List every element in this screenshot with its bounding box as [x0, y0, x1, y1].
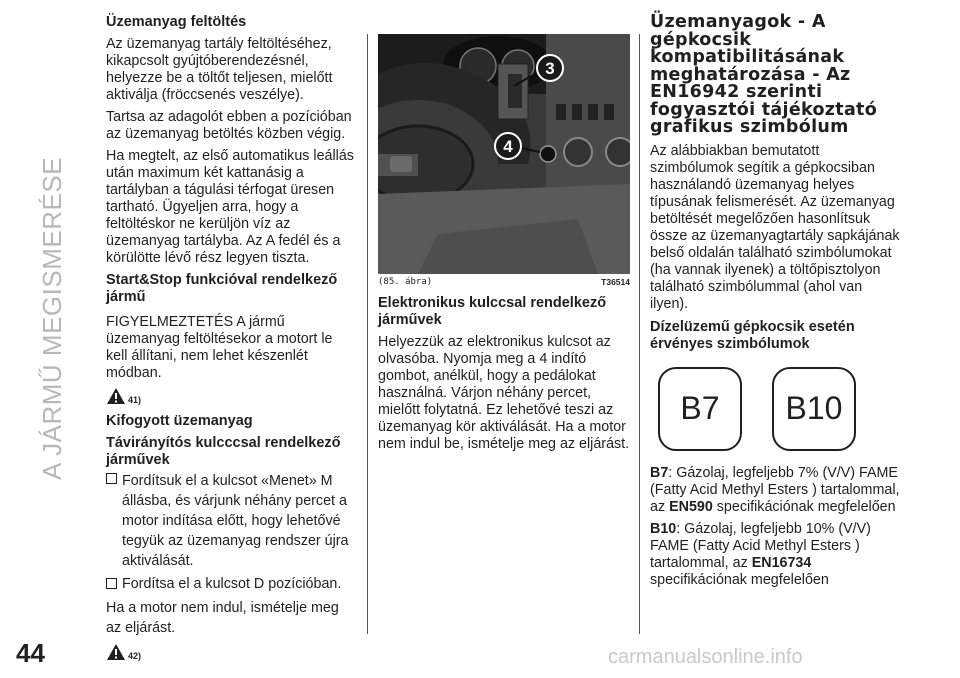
- fuel-symbol-b7: B7: [658, 367, 742, 451]
- dashboard-figure: [378, 34, 630, 274]
- heading-refuel: Üzemanyag feltöltés: [106, 14, 247, 30]
- heading-electronic-key: Elektronikus kulccsal rendelkező járművek: [378, 295, 607, 328]
- dashboard-illustration: [378, 34, 630, 274]
- column-right: [650, 14, 900, 594]
- fuel-symbol-b10: B10: [772, 367, 856, 451]
- figure-code: T36514: [601, 277, 630, 287]
- callout-4: 4: [503, 137, 513, 156]
- paragraph: Ha a motor nem indul, ismételje meg az eljárást.: [106, 600, 339, 636]
- heading-remote-key: Távirányítós kulcccsal rendelkező járművek: [106, 435, 341, 468]
- warning-reference: 42): [106, 643, 356, 661]
- paragraph: FIGYELMEZTETÉS A jármű üzemanyag feltöltésekor a motort le kell állítani, nem lehet készenlét módban.: [106, 314, 333, 381]
- b10-description: B10: Gázolaj, legfeljebb 10% (V/V) FAME (Fatty Acid Methyl Esters ) tartalommal, az EN16734 specifikációnak megfelelően: [650, 520, 871, 588]
- column-left: [106, 14, 356, 669]
- warning-triangle-icon: [106, 643, 126, 661]
- paragraph: Az üzemanyag tartály feltöltéséhez, kikapcsolt gyújtóberendezésnél, helyezze be a töltőt teljesen, mielőtt aktiválja (fröccsenés veszélye).: [106, 36, 333, 103]
- paragraph: Ha megtelt, az első automatikus leállás után maximum két kattanásig a tartályban a tágulási térfogat üresen tartható. Ügyeljen arra, hogy a feltöltéskor ne kerüljön víz az üzemanyag tartályba. Az A fedél és a körülötte lévő rész legyen tiszta.: [106, 148, 354, 266]
- column-divider: [367, 34, 368, 634]
- heading-startstop: Start&Stop funkcióval rendelkező jármű: [106, 272, 338, 305]
- paragraph: Helyezzük az elektronikus kulcsot az olvasóba. Nyomja meg a 4 indító gombot, anélkül, hogy a pedálokat használná. Várjon néhány percet, mielőtt folytatná. Ez lehetővé teszi az üzemanyag kör aktiválását. Ha a motor nem indul be, ismételje meg az eljárást.: [378, 334, 630, 452]
- fuel-symbol-row: [658, 367, 900, 451]
- heading-fuel-compatibility: Üzemanyagok - A gépkocsik kompatibilitásának meghatározása - Az EN16942 szerinti fogyasztói tájékoztató grafikus szimbólum: [650, 12, 878, 137]
- warning-reference: 41): [106, 387, 356, 405]
- heading-diesel-symbols: Dízelüzemű gépkocsik esetén érvényes szimbólumok: [650, 318, 855, 352]
- checkbox-bullet-icon: [106, 473, 117, 484]
- heading-out-of-fuel: Kifogyott üzemanyag: [106, 413, 253, 429]
- paragraph: Tartsa az adagolót ebben a pozícióban az üzemanyag betöltés közben végig.: [106, 109, 352, 142]
- paragraph: Az alábbiakban bemutatott szimbólumok segítik a gépkocsiban használandó üzemanyag helyes típusának felismerését. Az üzemanyag betöltését megelőzően hasonlítsuk össze az üzemanyagtartály sapkájának belső oldalán található szimbólumokat (ha vannak ilyenek) a töltőpisztolyon található szimbólummal (ahol van ilyen).: [650, 142, 900, 312]
- warning-triangle-icon: [106, 387, 126, 405]
- checkbox-bullet-icon: [106, 578, 117, 589]
- page-number: 44: [16, 638, 45, 668]
- step-item: Fordítsa el a kulcsot D pozícióban.: [106, 576, 356, 593]
- footer-watermark: carmanualsonline.info: [608, 646, 803, 668]
- b7-description: B7: Gázolaj, legfeljebb 7% (V/V) FAME (Fatty Acid Methyl Esters ) tartalommal, az EN590 specifikációnak megfelelően: [650, 464, 900, 515]
- callout-3: 3: [545, 59, 555, 78]
- figure-label: (85. ábra): [378, 277, 433, 287]
- column-divider: [639, 34, 640, 634]
- column-middle: [378, 34, 630, 458]
- step-item: Fordítsuk el a kulcsot «Menet» M állásba, és várjunk néhány percet a motor indítása előtt, hogy lehetővé tegyük az üzemanyag rendszer újra aktiválását.: [106, 471, 356, 571]
- figure-caption: [378, 277, 630, 287]
- side-section-title: A JÁRMŰ MEGISMERÉSE: [36, 156, 67, 480]
